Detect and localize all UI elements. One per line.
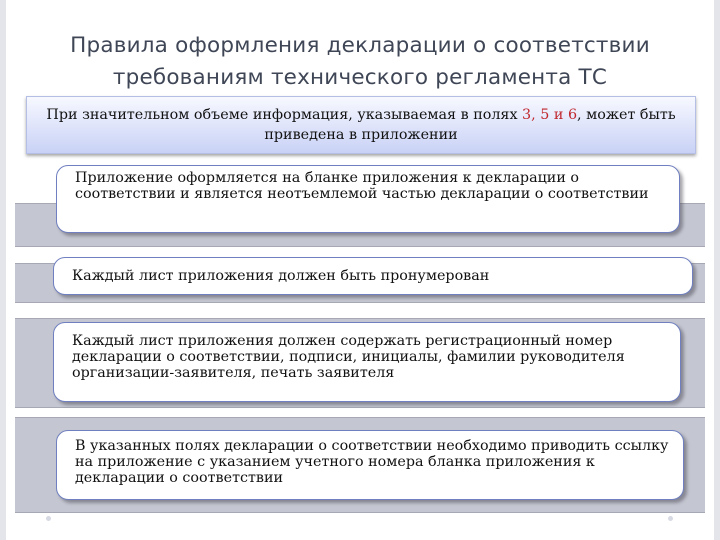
intro-field-numbers: 3, 5 и 6 — [522, 107, 578, 123]
intro-text-before: При значительном объеме информация, указываемая в полях — [46, 107, 523, 123]
decorative-dot — [46, 516, 51, 521]
list-item — [56, 165, 680, 233]
intro-text-after: , может быть приведена в приложении — [264, 107, 676, 143]
list-item-text: В указанных полях декларации о соответствии необходимо приводить ссылку на приложение с указанием учетного номера бланка приложения к декларации о соответствии — [75, 438, 669, 486]
list-item-text: Каждый лист приложения должен быть пронумерован — [72, 268, 490, 284]
decorative-dot — [668, 516, 673, 521]
rules-list — [15, 0, 705, 540]
list-item — [53, 257, 693, 295]
list-item-text: Каждый лист приложения должен содержать регистрационный номер декларации о соответствии, подписи, инициалы, фамилии руководителя организации-заявителя, печать заявителя — [72, 333, 625, 381]
slide-title: Правила оформления декларации о соответствии требованиям технического регламента ТС — [70, 33, 650, 90]
list-item — [56, 430, 684, 500]
list-item-text: Приложение оформляется на бланке приложения к декларации о соответствии и является неотъемлемой частью декларации о соответствии — [75, 170, 649, 202]
list-item — [53, 322, 681, 402]
